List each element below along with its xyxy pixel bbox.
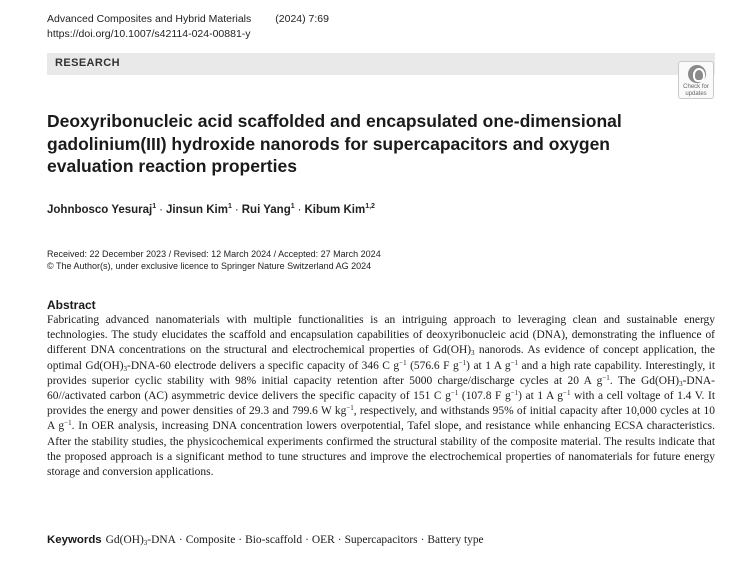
copyright-notice: © The Author(s), under exclusive licence to Springer Nature Switzerland AG 2024 — [47, 261, 372, 271]
author-separator: · — [159, 204, 163, 216]
keyword[interactable]: Supercapacitors — [344, 534, 418, 546]
author-affiliation: 1 — [227, 203, 232, 210]
keyword[interactable]: Bio-scaffold — [245, 534, 303, 546]
check-for-updates-icon — [688, 65, 706, 83]
keyword[interactable]: $Gd(OH)_3$-DNA — [105, 534, 176, 547]
keyword[interactable]: OER — [311, 534, 335, 546]
article-title: Deoxyribonucleic acid scaffolded and encapsulated one-dimensional gadolinium(III) hydroxide nanorods for supercapacitors and oxygen evaluation reaction properties — [47, 111, 622, 176]
keyword-separator: · — [178, 534, 183, 546]
keywords-label: Keywords — [47, 534, 102, 546]
author-affiliation: 1 — [290, 203, 295, 210]
check-for-updates-label: Check for updates — [683, 84, 709, 97]
abstract-text: Fabricating advanced nanomaterials with multiple functionalities is an intriguing approach to leveraging clean and sustainable energy technologies. The study elucidates the scaffold and encapsulation capabilities of deoxyribonucleic acid (DNA), demonstrating the influence of different DNA concentrations on the structural and electrochemical properties of $Gd(OH)_3$ nanorods. As evidence of concept application, the optimal $Gd(OH)_3-DNA-60$ electrode delivers a specific capacity of 346 C $g^{-1}$ (576.6 F $g^{-1}$) at 1 A $g^{-1}$ and a high rate capability. Interestingly, it provides superior cyclic stability with 98% initial capacity retention after 5000 charge/discharge cycles at 20 A $g^{-1}$. The $Gd(OH)_3-DNA-60/$/activated carbon (AC) asymmetric device delivers the specific capacity of 151 C $g^{-1}$ (107.8 F $g^{-1}$) at 1 A $g^{-1}$ with a cell voltage of 1.4 V. It provides the energy and power densities of 29.3 and 799.6 W $kg^{-1}$, respectively, and withstands 95% of initial capacity after 10,000 cycles at 10 A $g^{-1}$. In OER analysis, increasing DNA concentration lowers overpotential, Tafel slope, and resistance while enhancing ECSA characteristics. After the stability studies, the physicochemical experiments confirmed the structural stability of the composite material. The results indicate that the proposed approach is a significant method to tune structures and improve the electrochemical properties of nanomaterials for future energy storage and conversion applications. — [47, 314, 716, 479]
keyword[interactable]: Composite — [185, 534, 236, 546]
author-name[interactable]: Johnbosco Yesuraj — [47, 204, 153, 216]
doi-link[interactable]: https://doi.org/10.1007/s42114-024-00881-y — [47, 28, 251, 40]
journal-citation — [47, 12, 329, 26]
keyword[interactable]: Battery type — [427, 534, 484, 546]
keyword-separator: · — [305, 534, 309, 546]
author-name[interactable]: Rui Yang — [241, 204, 291, 216]
publication-dates: Received: 22 December 2023 / Revised: 12 March 2024 / Accepted: 27 March 2024 — [47, 249, 381, 259]
keyword-separator: · — [420, 534, 425, 546]
keywords-line — [47, 534, 484, 547]
keyword-separator: · — [238, 534, 243, 546]
section-label: RESEARCH — [55, 57, 120, 69]
author-separator: · — [297, 204, 302, 216]
journal-year-volume: (2024) 7:69 — [275, 13, 329, 25]
section-band — [47, 53, 715, 75]
author-name[interactable]: Kibum Kim — [304, 204, 366, 216]
author-separator: · — [234, 204, 239, 216]
author-affiliation: 1 — [152, 203, 157, 210]
author-affiliation: 1,2 — [365, 203, 375, 210]
journal-name: Advanced Composites and Hybrid Materials — [47, 13, 252, 25]
abstract-heading: Abstract — [47, 298, 96, 312]
author-list — [47, 203, 375, 216]
check-for-updates-button[interactable] — [678, 61, 714, 99]
keyword-separator: · — [337, 534, 342, 546]
author-name[interactable]: Jinsun Kim — [166, 204, 228, 216]
